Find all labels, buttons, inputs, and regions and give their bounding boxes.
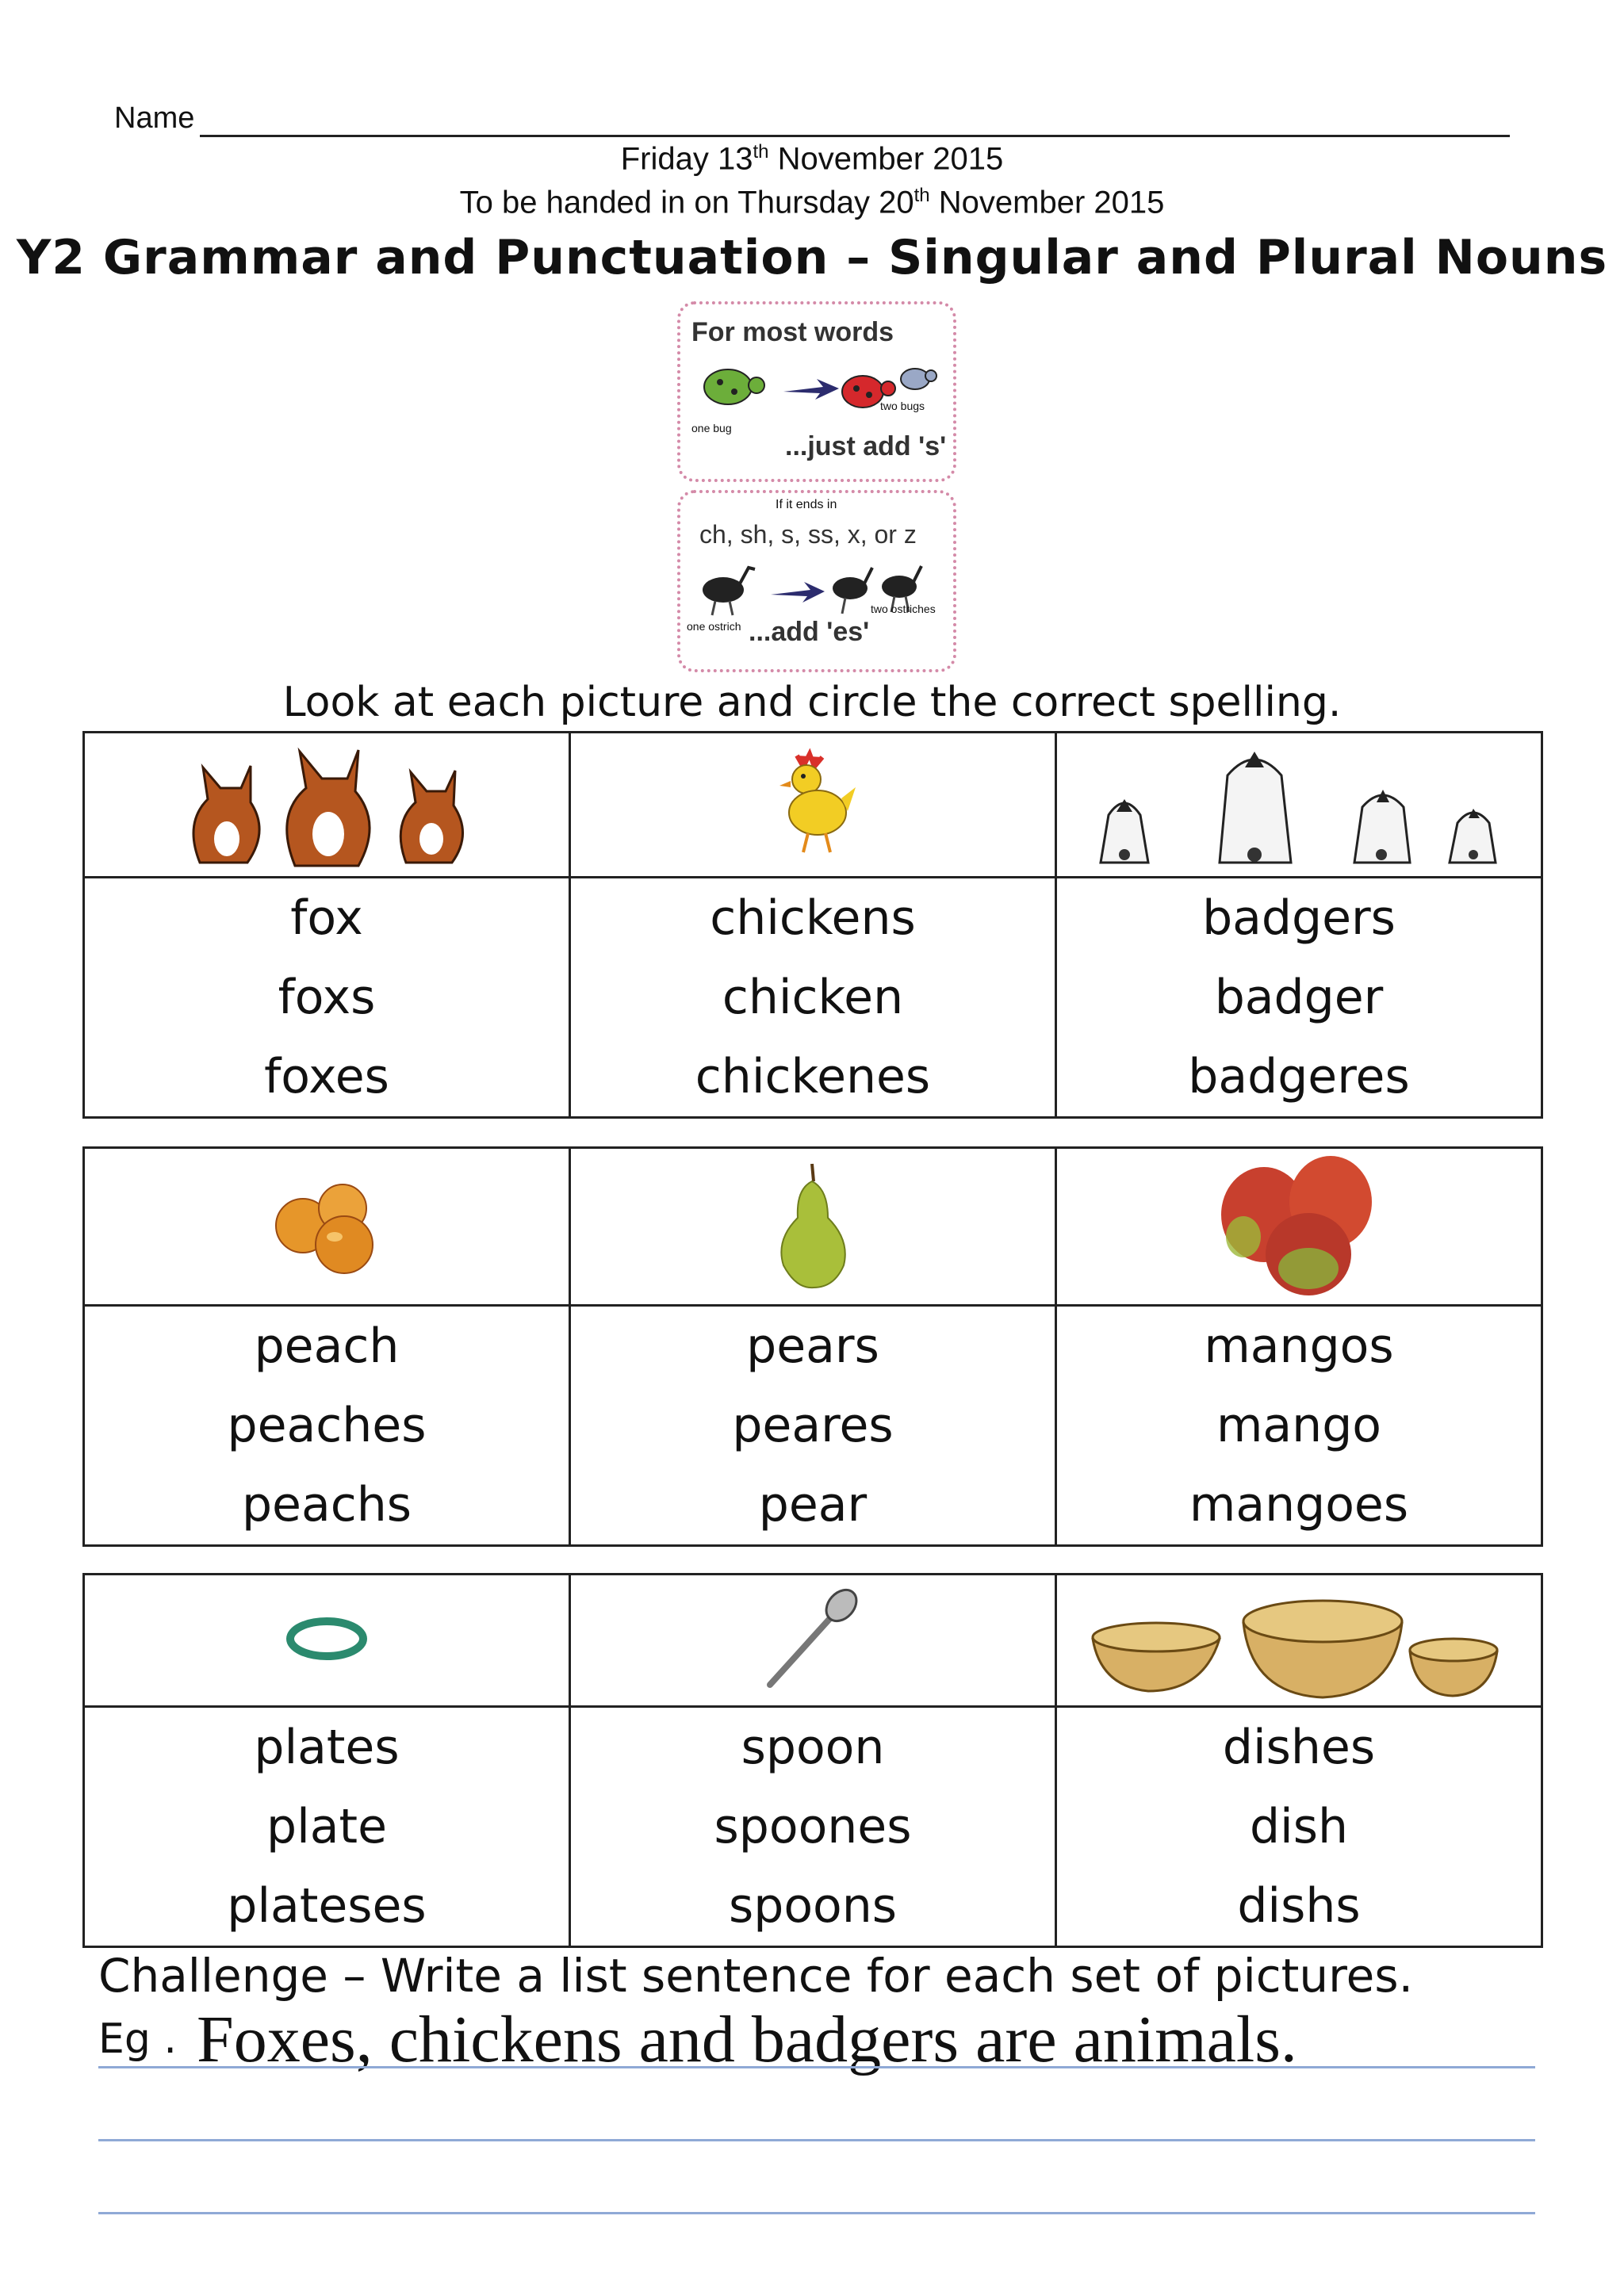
spelling-table-fruit	[82, 1146, 1543, 1547]
word-option[interactable]: mangoes	[1189, 1477, 1409, 1533]
writing-line[interactable]	[98, 2066, 1535, 2068]
dish-icon	[1085, 1575, 1513, 1702]
word-option[interactable]: fox	[290, 890, 363, 946]
writing-line[interactable]	[98, 2212, 1535, 2214]
word-option[interactable]: spoon	[741, 1720, 885, 1775]
word-choices	[1056, 878, 1542, 1118]
name-label: Name	[114, 101, 195, 135]
rule-footer: ...add 'es'	[749, 617, 870, 647]
word-option[interactable]: dishes	[1222, 1720, 1376, 1775]
picture-cell	[570, 1148, 1056, 1306]
peach-icon	[255, 1173, 398, 1276]
word-option[interactable]: dish	[1249, 1799, 1349, 1854]
rule-heading: ch, sh, s, ss, x, or z	[699, 520, 917, 549]
word-option[interactable]: pears	[746, 1318, 879, 1374]
word-option[interactable]: dishs	[1237, 1878, 1361, 1934]
word-choices	[1056, 1707, 1542, 1947]
page-title: Y2 Grammar and Punctuation – Singular and Plural Nouns	[16, 230, 1608, 285]
word-choices	[84, 878, 570, 1118]
word-option[interactable]: peares	[732, 1398, 894, 1453]
picture-cell	[84, 1148, 570, 1306]
word-option[interactable]: foxs	[278, 970, 376, 1025]
word-option[interactable]: foxes	[264, 1049, 389, 1104]
word-option[interactable]: plateses	[227, 1878, 427, 1934]
example-sentence: Foxes, chickens and badgers are animals.	[197, 2003, 1297, 2076]
one-ostrich-label: one ostrich	[687, 620, 741, 633]
picture-cell	[84, 1575, 570, 1707]
spelling-table-kitchen	[82, 1573, 1543, 1948]
example-label: Eg .	[98, 2015, 177, 2063]
picture-cell	[1056, 1575, 1542, 1707]
two-bugs-label: two bugs	[880, 400, 925, 412]
word-option[interactable]: chicken	[722, 970, 904, 1025]
chicken-icon	[765, 748, 860, 859]
word-choices	[84, 1306, 570, 1546]
rule-subheading: If it ends in	[776, 498, 837, 511]
writing-line[interactable]	[98, 2139, 1535, 2141]
name-field[interactable]	[114, 101, 1510, 141]
word-option[interactable]: spoons	[728, 1878, 898, 1934]
one-bug-label: one bug	[691, 422, 732, 434]
word-option[interactable]: plates	[254, 1720, 400, 1775]
word-option[interactable]: mango	[1216, 1398, 1382, 1453]
word-option[interactable]: pear	[758, 1477, 868, 1533]
word-option[interactable]: mangos	[1204, 1318, 1394, 1374]
picture-cell	[570, 1575, 1056, 1707]
fox-icon	[168, 736, 485, 871]
word-option[interactable]: spoones	[714, 1799, 912, 1854]
spoon-icon	[757, 1583, 868, 1694]
word-option[interactable]: badger	[1214, 970, 1384, 1025]
picture-cell	[1056, 1148, 1542, 1306]
word-option[interactable]: chickenes	[695, 1049, 931, 1104]
word-option[interactable]: peach	[254, 1318, 400, 1374]
due-date-line: To be handed in on Thursday 20th November 2015	[459, 185, 1165, 220]
two-ostriches-label: two ostriches	[871, 603, 936, 615]
rule-card-add-es	[677, 490, 956, 672]
picture-cell	[570, 733, 1056, 878]
plate-icon	[279, 1607, 374, 1670]
word-choices	[1056, 1306, 1542, 1546]
pear-icon	[769, 1158, 856, 1292]
word-choices	[570, 1306, 1056, 1546]
date-line: Friday 13th November 2015	[620, 141, 1004, 177]
challenge-prompt: Challenge – Write a list sentence for each set of pictures.	[98, 1949, 1414, 2003]
word-option[interactable]: peaches	[227, 1398, 427, 1453]
badger-icon	[1077, 736, 1521, 871]
spelling-table-animals	[82, 731, 1543, 1119]
rule-footer: ...just add 's'	[785, 431, 947, 461]
picture-cell	[84, 733, 570, 878]
word-option[interactable]: peachs	[241, 1477, 412, 1533]
word-option[interactable]: plate	[266, 1799, 387, 1854]
word-choices	[570, 878, 1056, 1118]
word-choices	[84, 1707, 570, 1947]
word-option[interactable]: badgers	[1202, 890, 1396, 946]
word-option[interactable]: badgeres	[1188, 1049, 1410, 1104]
instruction: Look at each picture and circle the correct spelling.	[282, 679, 1342, 726]
name-line	[200, 135, 1510, 137]
word-option[interactable]: chickens	[710, 890, 916, 946]
picture-cell	[1056, 733, 1542, 878]
rule-card-add-s	[677, 301, 956, 482]
word-choices	[570, 1707, 1056, 1947]
rule-heading: For most words	[691, 317, 894, 347]
mango-icon	[1212, 1150, 1386, 1300]
bug-icon	[688, 352, 942, 423]
